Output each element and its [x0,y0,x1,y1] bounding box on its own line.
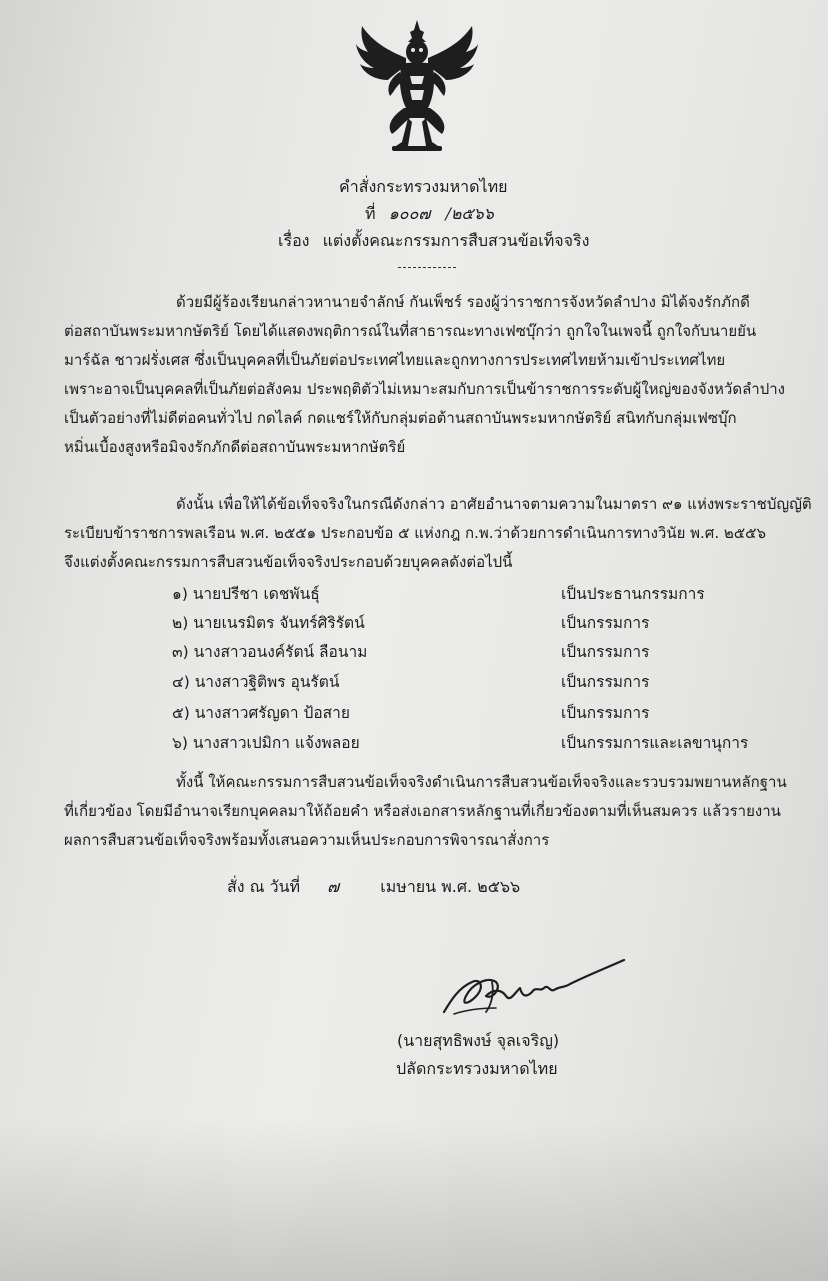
paragraph-line: ระเบียบข้าราชการพลเรือน พ.ศ. ๒๕๕๑ ประกอบข้อ ๕ แห่งกฎ ก.พ.ว่าด้วยการดำเนินการทางวินัย พ.ศ. ๒๕๕๖ [64,524,766,542]
member-role: เป็นกรรมการ [561,704,650,722]
order-number-line [365,204,494,224]
member-name: ๔) นางสาวฐิติพร อุนรัตน์ [172,673,340,691]
member-role: เป็นประธานกรรมการ [561,585,705,603]
paragraph-instructions [64,768,794,855]
order-number: ๑๐๐๗ [388,204,431,223]
member-role: เป็นกรรมการ [561,673,650,691]
paragraph-line: ทั้งนี้ ให้คณะกรรมการสืบสวนข้อเท็จจริงดำเนินการสืบสวนข้อเท็จจริงและรวบรวมพยานหลักฐาน [176,773,787,791]
order-date-day: ๗ [327,877,340,896]
paragraph-line: ดังนั้น เพื่อให้ได้ข้อเท็จจริงในกรณีดังกล่าว อาศัยอำนาจตามความในมาตรา ๙๑ แห่งพระราชบัญญัติ [176,495,812,513]
paragraph-complaint [64,288,794,462]
order-number-year: /๒๕๖๖ [445,204,494,223]
header-divider [398,267,456,268]
page-shadow [0,1120,828,1281]
member-name: ๓) นางสาวอนงค์รัตน์ ลือนาม [172,643,368,661]
paragraph-line: ต่อสถาบันพระมหากษัตริย์ โดยได้แสดงพฤติการณ์ในที่สาธารณะทางเฟซบุ๊กว่า ถูกใจในเพจนี้ ถูกใจกับนายยัน [64,322,757,340]
member-role: เป็นกรรมการและเลขานุการ [561,734,749,752]
paragraph-line: มาร์ฉัล ชาวฝรั่งเศส ซึ่งเป็นบุคคลที่เป็นภัยต่อประเทศไทยและถูกทางการประเทศไทยห้ามเข้าประเทศไทย [64,351,726,369]
subject-line [278,231,589,251]
paragraph-line: หมิ่นเบื้องสูงหรือมิจงรักภักดีต่อสถาบันพระมหากษัตริย์ [64,438,406,456]
member-role: เป็นกรรมการ [561,643,650,661]
signatory-position: ปลัดกระทรวงมหาดไทย [396,1059,558,1078]
paragraph-line: ด้วยมีผู้ร้องเรียนกล่าวหานายจำลักษ์ กันเพ็ชร์ รองผู้ว่าราชการจังหวัดลำปาง มิได้จงรักภักดี [176,293,750,311]
paragraph-line: ผลการสืบสวนข้อเท็จจริงพร้อมทั้งเสนอความเห็นประกอบการพิจารณาสั่งการ [64,831,550,849]
order-date-prefix: สั่ง ณ วันที่ [227,877,301,896]
garuda-emblem-icon [352,18,482,154]
signature-icon [436,952,636,1022]
document-title: คำสั่งกระทรวงมหาดไทย [339,177,508,196]
order-date [227,877,520,897]
member-name: ๑) นายปรีชา เดชพันธุ์ [172,585,320,603]
paragraph-line: ที่เกี่ยวข้อง โดยมีอำนาจเรียกบุคคลมาให้ถ้อยคำ หรือส่งเอกสารหลักฐานที่เกี่ยวข้องตามที่เห็นสมควร แล้วรายงาน [64,802,781,820]
signatory-name: (นายสุทธิพงษ์ จุลเจริญ) [397,1031,560,1050]
subject-label: เรื่อง [278,231,310,250]
paragraph-authority [64,490,812,577]
paragraph-line: เป็นตัวอย่างที่ไม่ดีต่อคนทั่วไป กดไลค์ กดแชร์ให้กับกลุ่มต่อต้านสถาบันพระมหากษัตริย์ สนิทกับกลุ่มเฟซบุ๊ก [64,409,737,427]
subject-text: แต่งตั้งคณะกรรมการสืบสวนข้อเท็จจริง [322,231,590,250]
paragraph-line: จึงแต่งตั้งคณะกรรมการสืบสวนข้อเท็จจริงประกอบด้วยบุคคลดังต่อไปนี้ [64,553,513,571]
member-role: เป็นกรรมการ [561,614,650,632]
member-name: ๕) นางสาวศรัญดา ป้อสาย [172,704,350,722]
paragraph-line: เพราะอาจเป็นบุคคลที่เป็นภัยต่อสังคม ประพฤติตัวไม่เหมาะสมกับการเป็นข้าราชการระดับผู้ใหญ่ของจังหวัดลำปาง [64,380,785,398]
member-name: ๒) นายเนรมิตร จันทร์ศิริรัตน์ [172,614,365,632]
order-number-prefix: ที่ [365,204,376,223]
order-date-month-year: เมษายน พ.ศ. ๒๕๖๖ [380,877,521,896]
member-name: ๖) นางสาวเปมิกา แจ้งพลอย [172,734,360,752]
